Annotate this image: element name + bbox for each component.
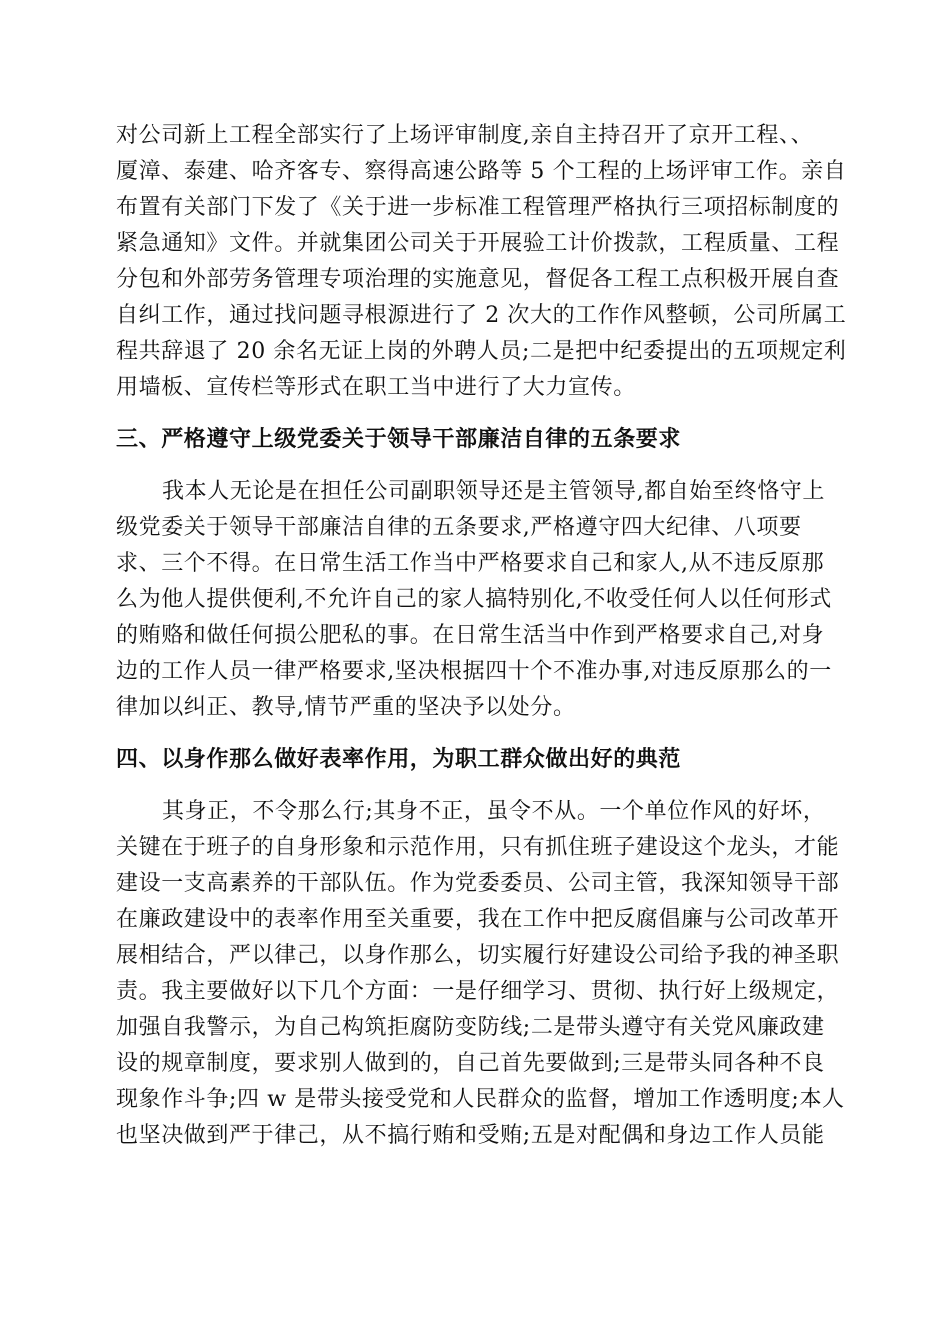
paragraph-1-line: 用墙板、宣传栏等形式在职工当中进行了大力宣传。	[116, 375, 636, 400]
section-4-line: 加强自我警示，为自己构筑拒腐防变防线;二是带头遵守有关党风廉政建	[116, 1015, 825, 1040]
section-3-line: 律加以纠正、教导,情节严重的坚决予以处分。	[116, 695, 576, 720]
section-3	[116, 422, 834, 726]
section-3-line: 求、三个不得。在日常生活工作当中严格要求自己和家人,从不违反原那	[116, 551, 825, 576]
paragraph-1-line: 厦漳、泰建、哈齐客专、察得高速公路等 5 个工程的上场评审工作。亲自	[116, 159, 847, 184]
section-4-body	[116, 794, 845, 1154]
section-4-line: 关键在于班子的自身形象和示范作用，只有抓住班子建设这个龙头，才能	[116, 835, 840, 860]
section-3-line: 我本人无论是在担任公司副职领导还是主管领导,都自始至终恪守上	[162, 479, 825, 504]
section-3-heading: 三、严格遵守上级党委关于领导干部廉洁自律的五条要求	[116, 427, 682, 452]
paragraph-1-line: 自纠工作，通过找问题寻根源进行了 2 次大的工作作风整顿，公司所属工	[116, 303, 847, 328]
section-3-line: 级党委关于领导干部廉洁自律的五条要求,严格遵守四大纪律、八项要	[116, 515, 802, 540]
document-page	[116, 118, 847, 1154]
paragraph-1-line: 对公司新上工程全部实行了上场评审制度,亲自主持召开了京开工程、、	[116, 123, 814, 148]
section-4-line: 建设一支高素养的干部队伍。作为党委委员、公司主管，我深知领导干部	[116, 871, 840, 896]
section-4	[116, 742, 845, 1154]
section-4-line: 也坚决做到严于律己，从不搞行贿和受贿;五是对配偶和身边工作人员能	[116, 1123, 825, 1148]
section-4-line: 责。我主要做好以下几个方面：一是仔细学习、贯彻、执行好上级规定，	[116, 979, 840, 1004]
section-4-line: 在廉政建设中的表率作用至关重要，我在工作中把反腐倡廉与公司改革开	[116, 907, 840, 932]
section-3-body	[116, 474, 834, 726]
section-4-line: 设的规章制度，要求别人做到的，自己首先要做到;三是带头同各种不良	[116, 1051, 825, 1076]
paragraph-1	[116, 118, 847, 406]
section-3-line: 的贿赂和做任何损公肥私的事。在日常生活当中作到严格要求自己,对身	[116, 623, 825, 648]
paragraph-1-line: 分包和外部劳务管理专项治理的实施意见，督促各工程工点积极开展自查	[116, 267, 840, 292]
paragraph-1-line: 紧急通知》文件。并就集团公司关于开展验工计价拨款，工程质量、工程	[116, 231, 840, 256]
section-4-line: 其身正，不令那么行;其身不正，虽令不从。一个单位作风的好坏，	[162, 799, 826, 824]
section-3-line: 么为他人提供便利,不允许自己的家人搞特别化,不收受任何人以任何形式	[116, 587, 832, 612]
paragraph-1-line: 程共辞退了 20 余名无证上岗的外聘人员;二是把中纪委提出的五项规定利	[116, 339, 847, 364]
section-4-line: 展相结合，严以律己，以身作那么，切实履行好建设公司给予我的神圣职	[116, 943, 840, 968]
section-3-line: 边的工作人员一律严格要求,坚决根据四十个不准办事,对违反原那么的一	[116, 659, 832, 684]
paragraph-1-line: 布置有关部门下发了《关于进一步标准工程管理严格执行三项招标制度的	[116, 195, 840, 220]
section-4-line: 现象作斗争;四 w 是带头接受党和人民群众的监督，增加工作透明度;本人	[116, 1087, 845, 1112]
section-4-heading: 四、以身作那么做好表率作用，为职工群众做出好的典范	[116, 747, 682, 772]
